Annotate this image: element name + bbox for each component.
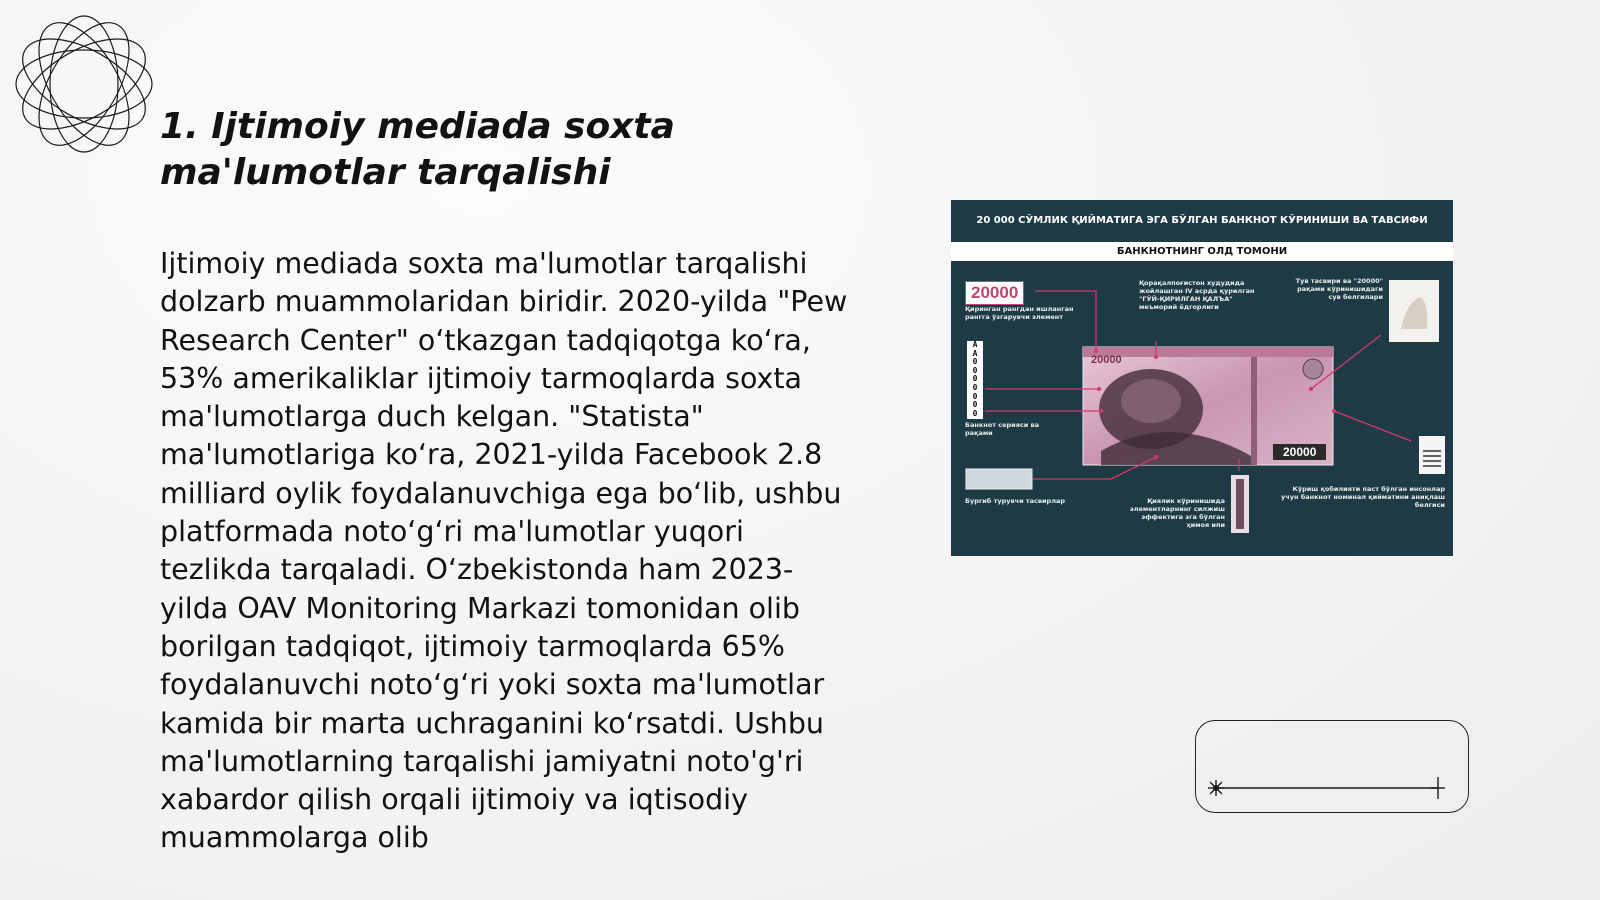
slide-body-text: Ijtimoiy mediada soxta ma'lumotlar tarqalishi dolzarb muammolaridan biridir. 2020-yilda "Pew Research Center" o‘tkazgan tadqiqotga ko‘ra, 53% amerikaliklar ijtimoiy tarmoqlarda soxta ma'lumotlarga duch kelgan. "Statista" ma'lumotlariga ko‘ra, 2021-yilda Facebook 2.8 milliard oylik foydalanuvchiga ega bo‘lib, ushbu platformada noto‘g‘ri ma'lumotlar yuqori tezlikda tarqaladi. O‘zbekistonda ham 2023-yilda OAV Monitoring Markazi tomonidan olib borilgan tadqiqot, ijtimoiy tarmoqlarda 65% foydalanuvchi noto‘g‘ri yoki soxta ma'lumotlar kamida bir marta uchraganini ko‘rsatdi. Ushbu ma'lumotlarning tarqalishi jamiyatni noto'g'ri xabardor qilish orqali ijtimoiy va iqtisodiy muammolarga olib [160, 247, 848, 855]
orbit-rings-logo [10, 10, 158, 158]
serial-number-strip [967, 341, 983, 419]
annotation-floating-images: Бургиб турувчи тасвирлар [965, 497, 1066, 505]
annotation-tactile-mark: Кўриш қобилияти паст бўлган инсонлар учун банкнот номинал қийматини аниқлаш белгиси [1281, 485, 1445, 509]
annotation-monument: Қорақалпоғистон худудида жойлашган IV асрда қурилган "ГЎЙ-ҚИРИЛГАН ҚАЛЪА" меъморий ёдгорлиги [1139, 279, 1255, 311]
banknote-diagram [951, 261, 1453, 556]
note-value-label: 20000 [965, 281, 1024, 305]
slide-title: 1. Ijtimoiy mediada soxta ma'lumotlar tarqalishi [160, 106, 675, 193]
cross-icon [1431, 777, 1445, 799]
annotation-watermark: Тув тасвири ва "20000" рақами кўринишидаги сув белгилари [1295, 277, 1383, 301]
banknote-infographic [951, 200, 1453, 556]
note-value-corner: 20000 [1091, 354, 1122, 366]
annotation-security-thread: Қиялик кўринишида элементларнинг силжиш эффектига эга бўлган ҳимоя ипи [1129, 497, 1225, 529]
infographic-header: 20 000 СЎМЛИК ҚИЙМАТИГА ЭГА БЎЛГАН БАНКНОТ КЎРИНИШИ ВА ТАВСИФИ [976, 215, 1428, 226]
infographic-subheader: БАНКНОТНИНГ ОЛД ТОМОНИ [951, 242, 1453, 261]
annotation-color-shift: Қиринган рангдан ишланган рангга ўзгарувчи элемент [965, 305, 1074, 321]
note-value-bottom: 20000 [1273, 444, 1326, 460]
annotation-serial: Банкнот серияси ва рақами [965, 421, 1040, 437]
serial-number-text: AA0000000 [972, 340, 978, 418]
timeline-line-decoration [1206, 774, 1456, 808]
